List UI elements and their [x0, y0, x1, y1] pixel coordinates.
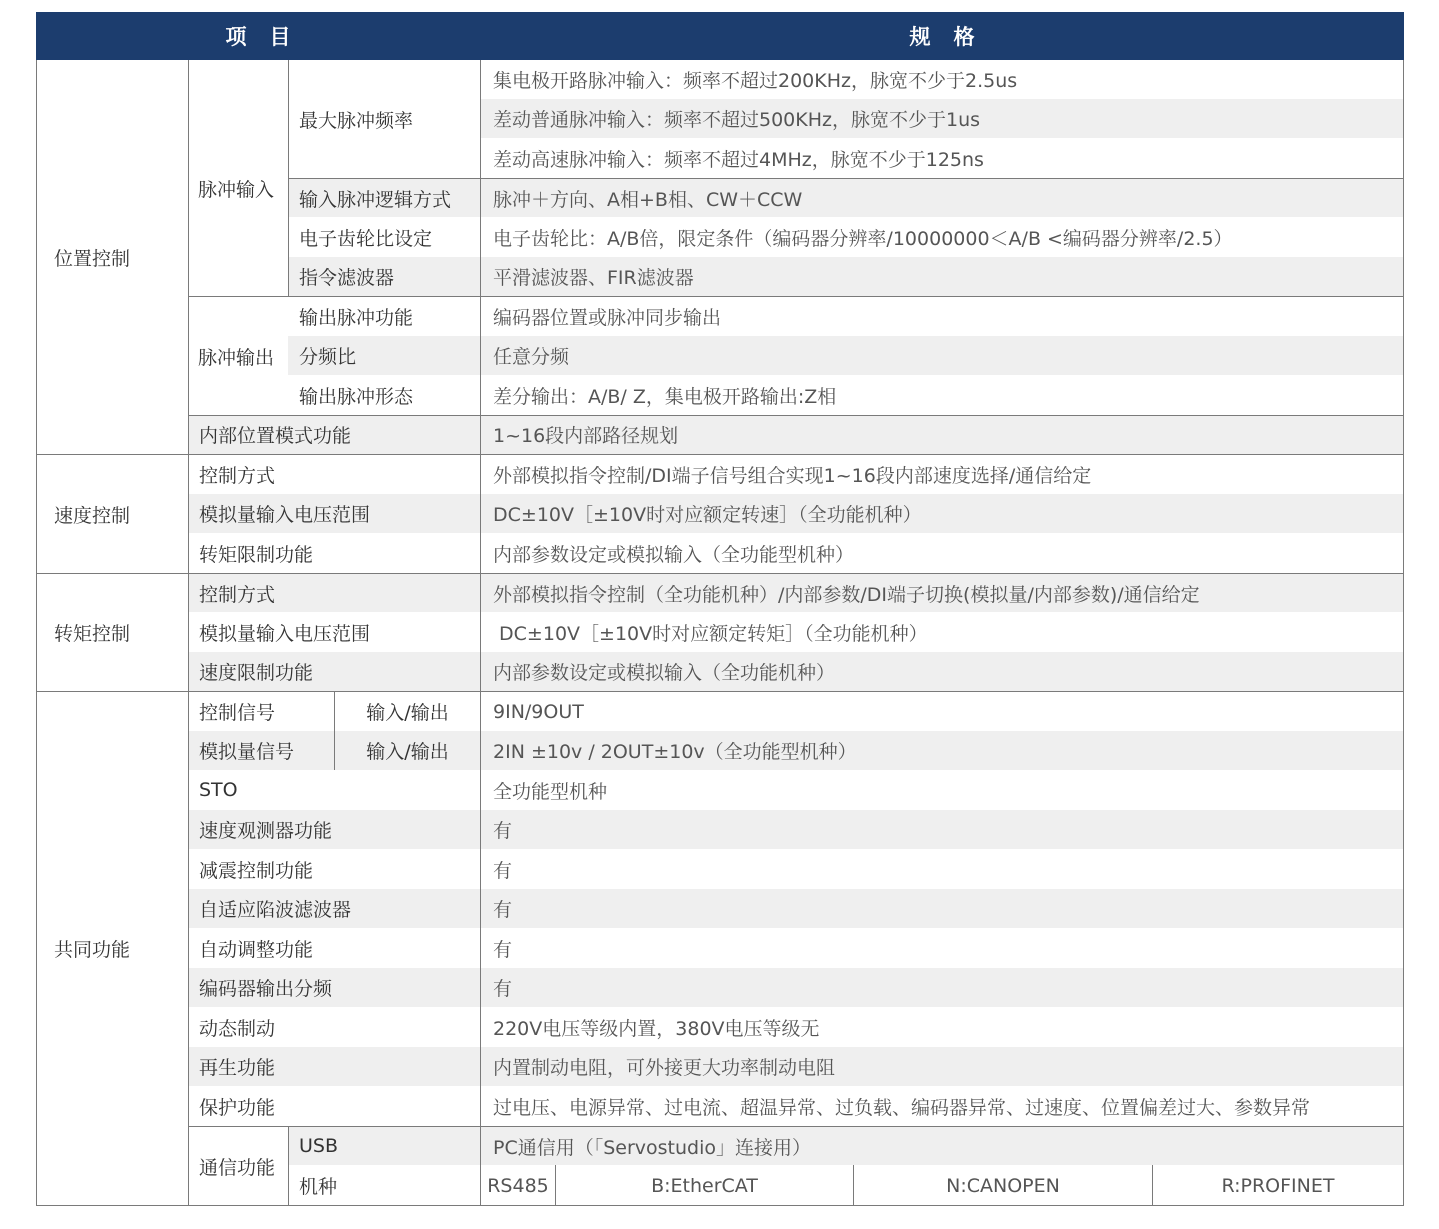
dyn-brake-label: 动态制动	[199, 1017, 276, 1040]
max-freq-value-3: 差动高速脉冲输入：频率不超过4MHz，脉宽不少于125ns	[493, 148, 984, 171]
dyn-brake-value: 220V电压等级内置，380V电压等级无	[493, 1017, 820, 1040]
speed-analog-value: DC±10V［±10V时对应额定转速］（全功能机种）	[493, 504, 922, 526]
model-label: 机种	[299, 1176, 338, 1198]
filter-label: 指令滤波器	[299, 267, 395, 289]
gear-value: 电子齿轮比：A/B倍，限定条件（编码器分辨率/10000000＜A/B <编码器分辨率/2.5）	[493, 228, 1233, 250]
max-freq-label: 最大脉冲频率	[299, 109, 414, 132]
comm-label: 通信功能	[199, 1156, 276, 1179]
torque-analog-value: DC±10V［±10V时对应额定转矩］（全功能机种）	[493, 623, 928, 645]
torque-limit-value: 内部参数设定或模拟输入（全功能型机种）	[493, 543, 855, 566]
model-ethercat: B:EtherCAT	[651, 1174, 758, 1197]
filter-value: 平滑滤波器、FIR滤波器	[493, 267, 694, 289]
logic-label: 输入脉冲逻辑方式	[299, 188, 452, 211]
section-position: 位置控制	[54, 247, 131, 270]
encoder-div-value: 有	[493, 978, 513, 1000]
protect-label: 保护功能	[199, 1096, 276, 1119]
observer-label: 速度观测器功能	[199, 820, 333, 842]
speed-limit-value: 内部参数设定或模拟输入（全功能机种）	[493, 662, 836, 684]
gear-label: 电子齿轮比设定	[299, 228, 433, 250]
max-freq-value-1: 集电极开路脉冲输入：频率不超过200KHz，脉宽不少于2.5us	[493, 70, 1018, 92]
protect-value: 过电压、电源异常、过电流、超温异常、过负载、编码器异常、过速度、位置偏差过大、参数异常	[493, 1096, 1311, 1119]
encoder-div-label: 编码器输出分频	[199, 978, 333, 1000]
torque-limit-label: 转矩限制功能	[199, 543, 314, 566]
speed-limit-label: 速度限制功能	[199, 662, 314, 684]
usb-label: USB	[299, 1135, 339, 1157]
out-form-label: 输出脉冲形态	[299, 385, 414, 408]
notch-value: 有	[493, 899, 513, 921]
header-spec: 规 格	[481, 12, 1404, 60]
notch-label: 自适应陷波滤波器	[199, 899, 352, 921]
autotune-label: 自动调整功能	[199, 938, 314, 961]
analog-signal-io: 输入/输出	[366, 741, 449, 763]
analog-signal-label: 模拟量信号	[199, 741, 295, 763]
speed-mode-value: 外部模拟指令控制/DI端子信号组合实现1~16段内部速度选择/通信给定	[493, 465, 1092, 487]
ctrl-signal-label: 控制信号	[199, 702, 276, 724]
pulse-output-label: 脉冲输出	[198, 346, 275, 369]
torque-mode-value: 外部模拟指令控制（全功能机种）/内部参数/DI端子切换(模拟量/内部参数)/通信给定	[493, 584, 1200, 606]
model-profinet: R:PROFINET	[1221, 1174, 1335, 1197]
divide-value: 任意分频	[493, 346, 570, 368]
torque-analog-label: 模拟量输入电压范围	[199, 623, 371, 645]
border-bottom	[36, 1205, 1404, 1206]
regen-label: 再生功能	[199, 1057, 276, 1079]
header-item: 项 目	[36, 12, 481, 60]
observer-value: 有	[493, 820, 513, 842]
ctrl-signal-value: 9IN/9OUT	[493, 700, 584, 723]
speed-analog-label: 模拟量输入电压范围	[199, 504, 371, 526]
out-func-label: 输出脉冲功能	[299, 307, 414, 329]
sto-label: STO	[199, 779, 238, 801]
max-freq-value-2: 差动普通脉冲输入：频率不超过500KHz，脉宽不少于1us	[493, 109, 981, 131]
out-form-value: 差分输出：A/B/ Z，集电极开路输出:Z相	[493, 385, 837, 408]
divide-label: 分频比	[299, 346, 357, 368]
model-rs485: RS485	[487, 1174, 549, 1197]
regen-value: 内置制动电阻，可外接更大功率制动电阻	[493, 1057, 836, 1079]
section-torque: 转矩控制	[54, 623, 131, 645]
vibration-label: 减震控制功能	[199, 859, 314, 882]
sto-value: 全功能型机种	[493, 780, 608, 803]
border-left	[36, 60, 37, 1206]
autotune-value: 有	[493, 938, 513, 961]
spec-table	[36, 12, 1404, 1206]
section-common: 共同功能	[54, 939, 131, 961]
usb-value: PC通信用（「Servostudio」连接用）	[493, 1136, 812, 1159]
pulse-input-label: 脉冲输入	[198, 178, 275, 201]
internal-label: 内部位置模式功能	[199, 425, 352, 447]
section-speed: 速度控制	[54, 504, 131, 527]
speed-mode-label: 控制方式	[199, 465, 276, 487]
model-canopen: N:CANOPEN	[946, 1174, 1060, 1197]
logic-value: 脉冲＋方向、A相+B相、CW＋CCW	[493, 188, 803, 211]
out-func-value: 编码器位置或脉冲同步输出	[493, 307, 722, 329]
torque-mode-label: 控制方式	[199, 584, 276, 606]
internal-value: 1~16段内部路径规划	[493, 425, 679, 447]
ctrl-signal-io: 输入/输出	[366, 702, 449, 724]
vibration-value: 有	[493, 859, 513, 882]
analog-signal-value: 2IN ±10v / 2OUT±10v（全功能型机种）	[493, 741, 857, 763]
